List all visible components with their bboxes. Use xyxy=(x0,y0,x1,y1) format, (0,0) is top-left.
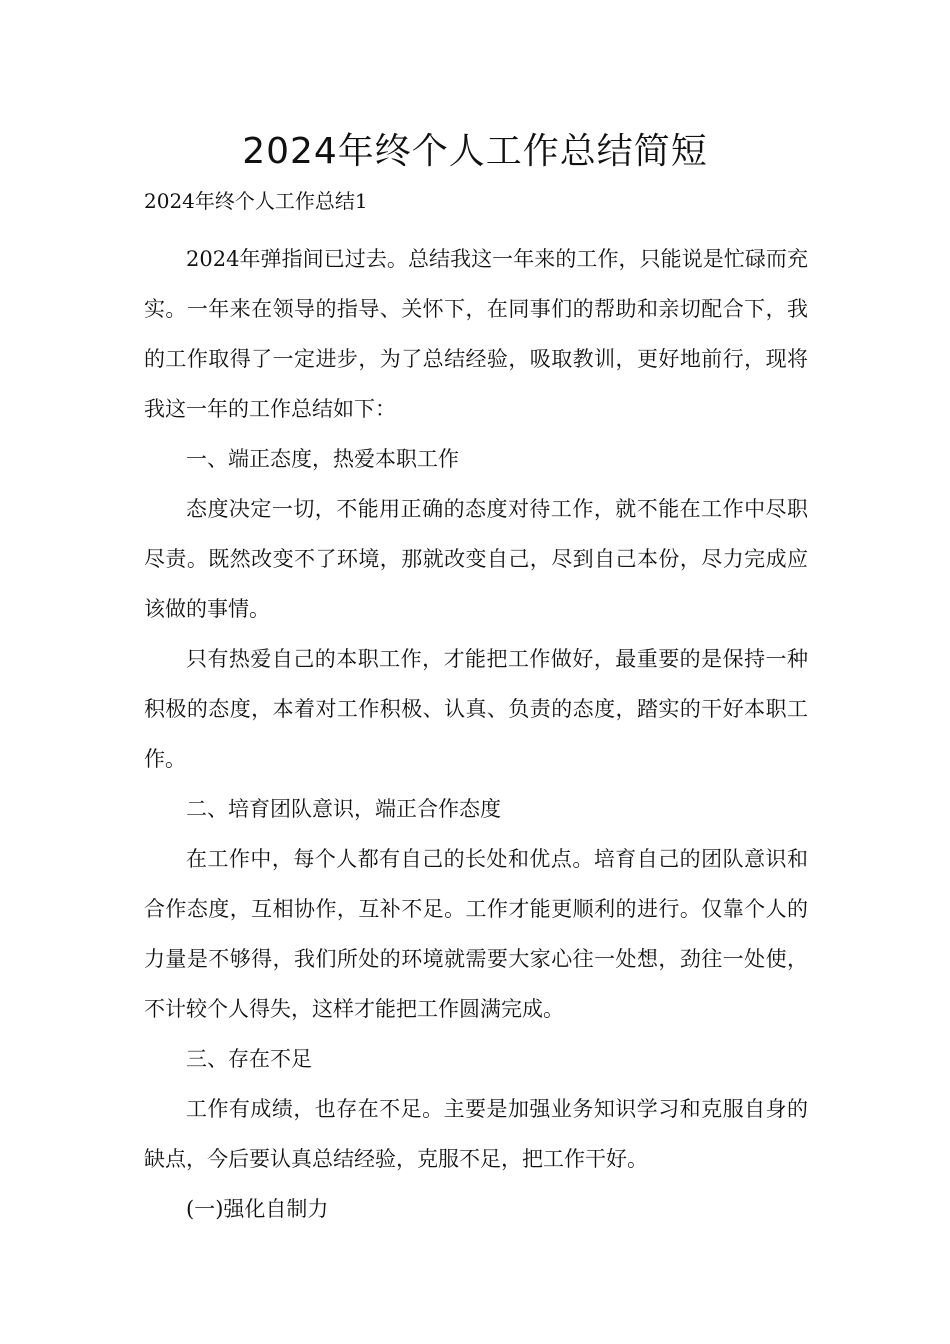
subsection-heading-1: (一)强化自制力 xyxy=(186,1197,329,1221)
paragraph-shortcomings: 工作有成绩，也存在不足。主要是加强业务知识学习和克服自身的缺点，今后要认真总结经验，克服不足，把工作干好。 xyxy=(144,1097,808,1171)
paragraph-attitude: 态度决定一切，不能用正确的态度对待工作，就不能在工作中尽职尽责。既然改变不了环境，那就改变自己，尽到自己本份，尽力完成应该做的事情。 xyxy=(144,497,808,621)
section-heading-1: 一、端正态度，热爱本职工作 xyxy=(186,447,459,471)
paragraph-intro: 2024年弹指间已过去。总结我这一年来的工作，只能说是忙碌而充实。一年来在领导的指导、关怀下，在同事们的帮助和亲切配合下，我的工作取得了一定进步，为了总结经验，吸取教训，更好地前行，现将我这一年的工作总结如下： xyxy=(144,247,808,421)
section-heading-2: 二、培育团队意识，端正合作态度 xyxy=(186,797,501,821)
section-heading-3: 三、存在不足 xyxy=(186,1047,312,1071)
document-title: 2024年终个人工作总结简短 xyxy=(242,131,708,172)
document-subtitle: 2024年终个人工作总结1 xyxy=(144,189,368,213)
paragraph-love-work: 只有热爱自己的本职工作，才能把工作做好，最重要的是保持一种积极的态度，本着对工作积极、认真、负责的态度，踏实的干好本职工作。 xyxy=(144,647,808,771)
paragraph-teamwork: 在工作中，每个人都有自己的长处和优点。培育自己的团队意识和合作态度，互相协作，互补不足。工作才能更顺利的进行。仅靠个人的力量是不够得，我们所处的环境就需要大家心往一处想，劲往一处使，不计较个人得失，这样才能把工作圆满完成。 xyxy=(144,847,808,1021)
document-body xyxy=(144,234,808,1234)
